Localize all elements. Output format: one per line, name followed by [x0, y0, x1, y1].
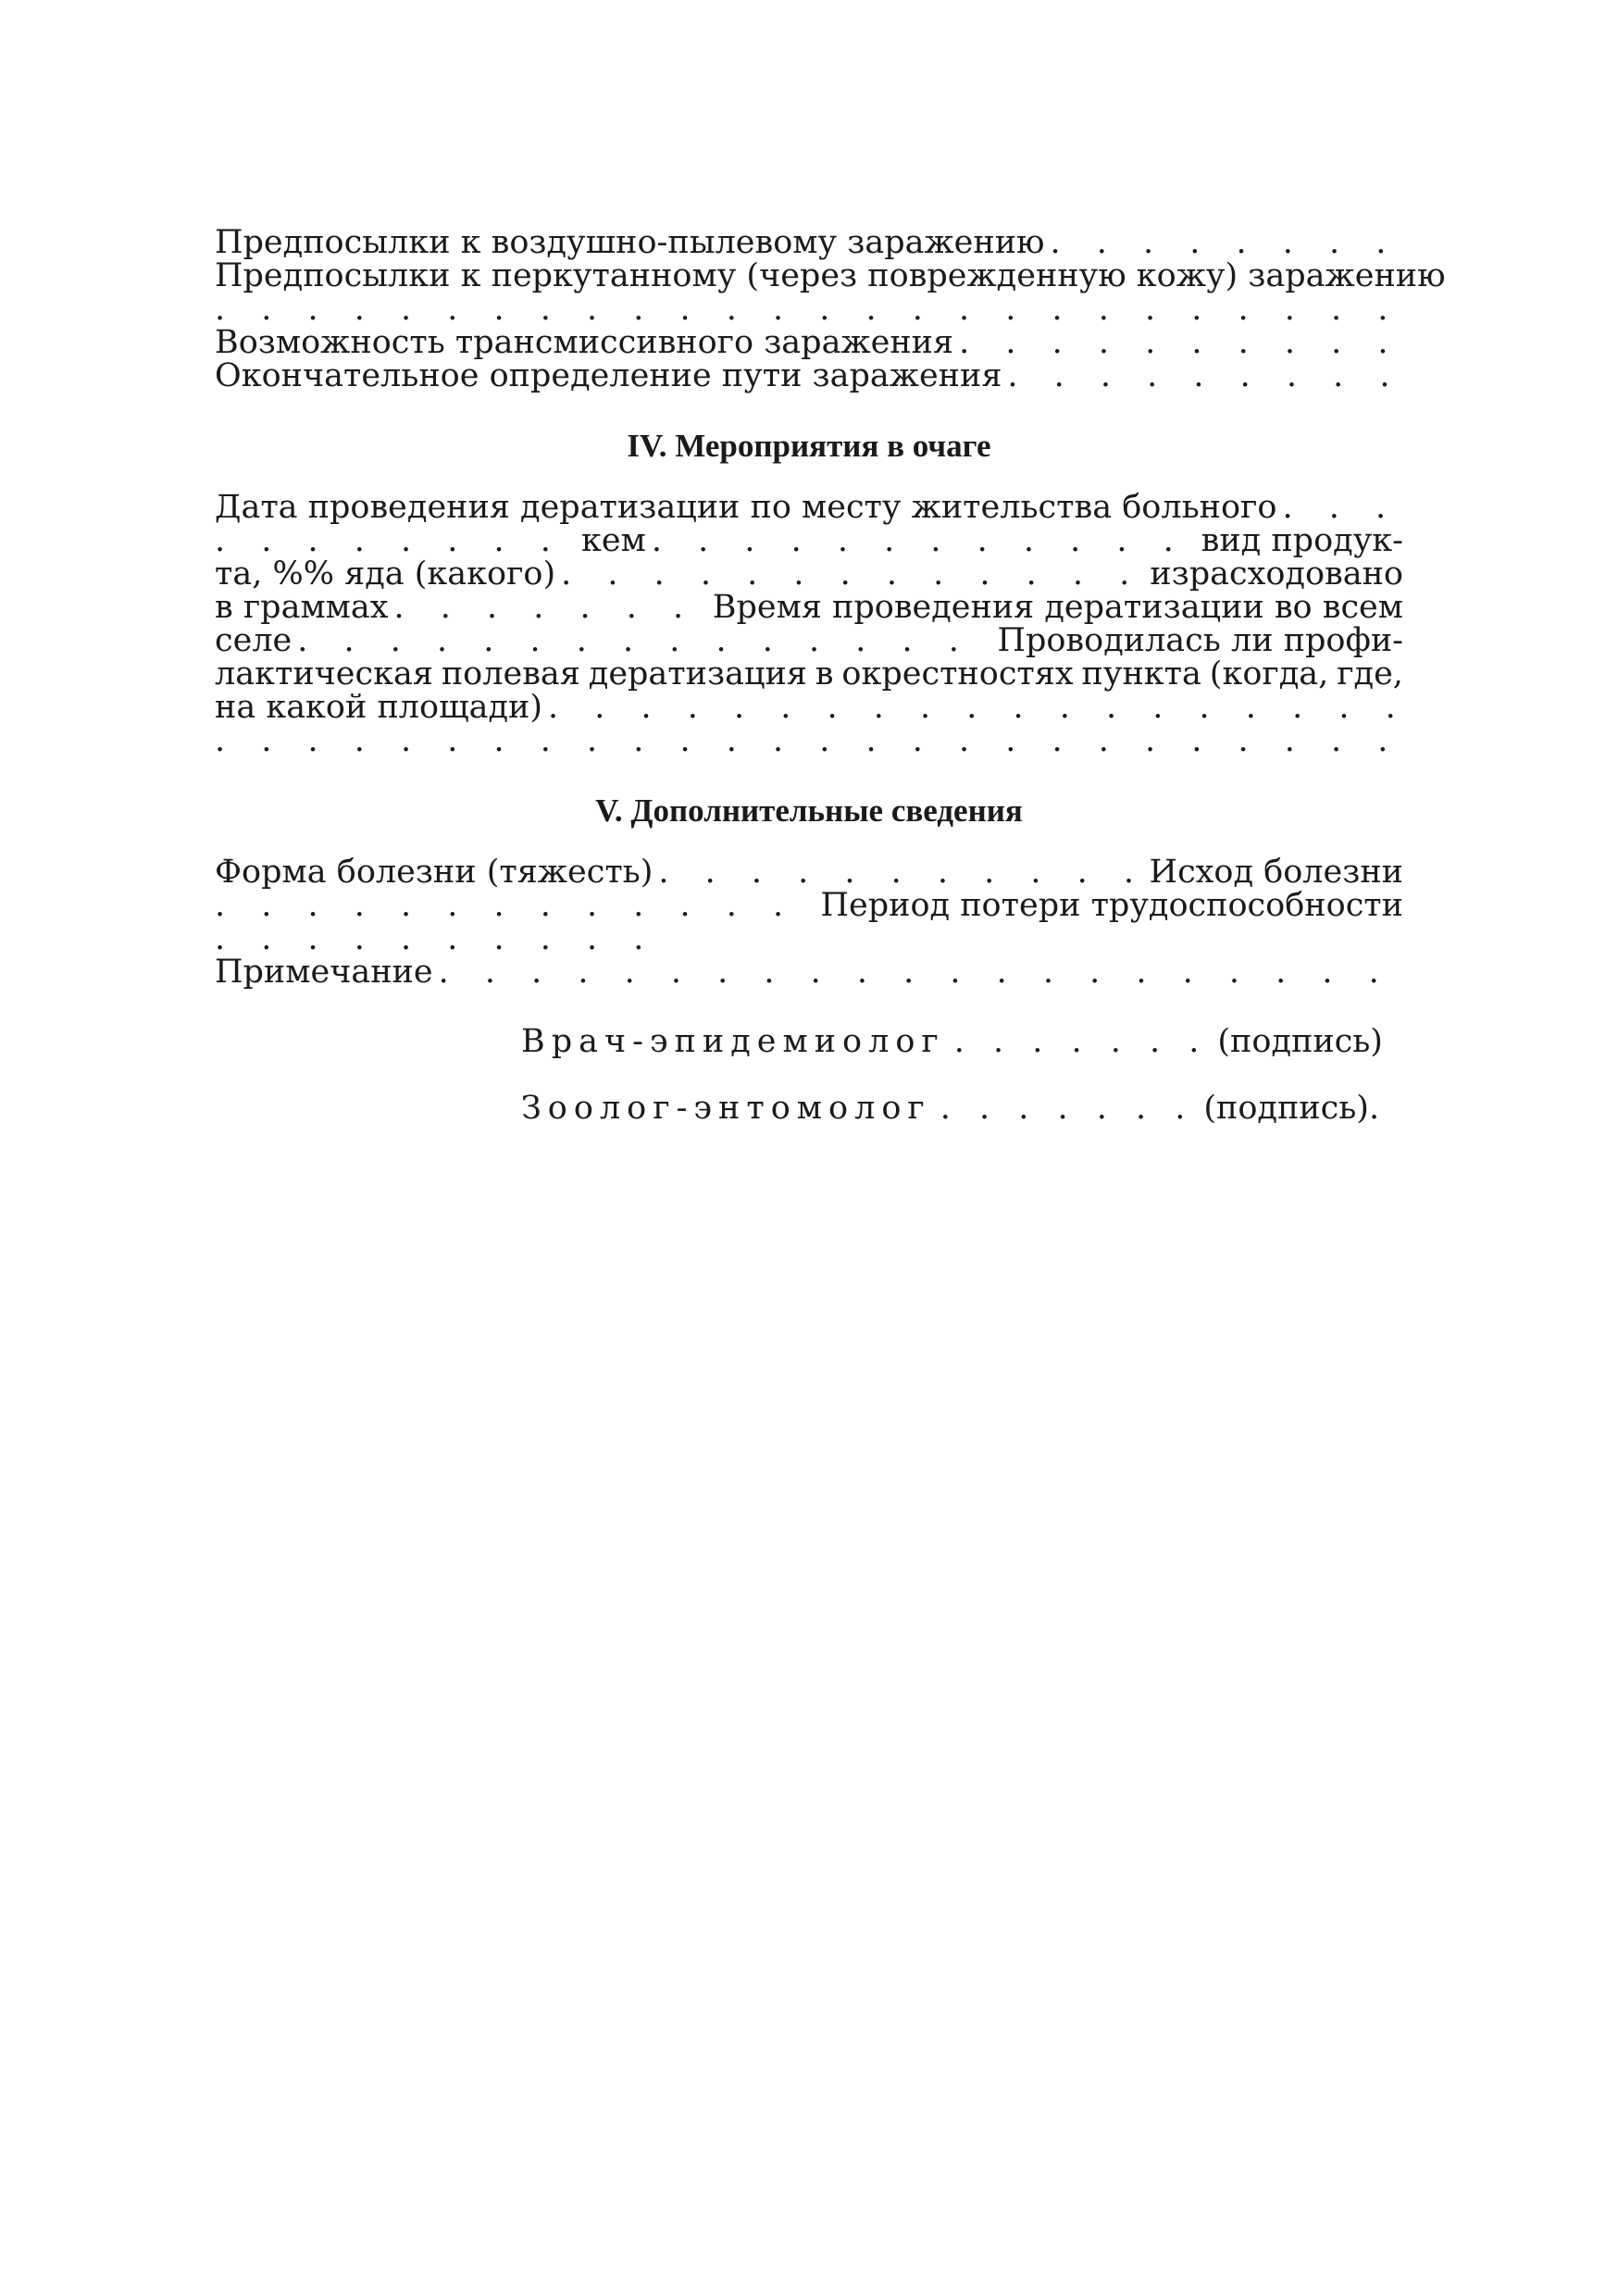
leader-dots — [215, 724, 1398, 757]
leader-dots — [215, 889, 815, 922]
zoologist-role: Зоолог-энтомолог — [521, 1090, 931, 1127]
poison-percent-label: та, %% яда (какого) — [215, 555, 556, 593]
grams-label: в граммах — [215, 589, 389, 626]
deratization-by-whom-line — [215, 524, 1403, 557]
word: пункта — [1081, 655, 1201, 693]
work-incapacity-fill-line — [215, 922, 1403, 955]
spent-label: израсходовано — [1150, 555, 1403, 593]
section-v-heading: V. Дополнительные сведения — [595, 792, 1023, 829]
transmissive-infection-line — [215, 326, 1403, 359]
zoologist-signature-line — [521, 1091, 1379, 1126]
word: в — [815, 655, 834, 693]
preventive-deratization-label: Проводилась ли профи- — [997, 622, 1403, 659]
leader-dots — [394, 591, 713, 624]
disease-form-label: Форма болезни (тяжесть) — [215, 854, 653, 891]
deratization-date-label: Дата проведения дератизации по месту жительства больного — [215, 489, 1277, 526]
village-line — [215, 624, 1403, 657]
final-infection-path-line — [215, 359, 1403, 393]
note-label: Примечание — [215, 954, 433, 991]
leader-dots — [1282, 491, 1403, 524]
leader-dots — [215, 293, 1398, 326]
section-iv-heading: IV. Мероприятия в очаге — [627, 428, 991, 464]
leader-dots — [215, 524, 576, 557]
leader-dots — [1051, 226, 1404, 259]
leader-dots — [439, 955, 1403, 989]
word: лактическая — [215, 655, 433, 693]
note-line — [215, 955, 1403, 989]
zoologist-signature-label: (подпись). — [1203, 1090, 1380, 1127]
leader-dots — [1007, 359, 1403, 393]
work-incapacity-label: Период потери трудоспособности — [820, 887, 1403, 924]
transmissive-infection-label: Возможность трансмиссивного заражения — [215, 324, 954, 361]
word: (когда, — [1209, 655, 1329, 693]
disease-outcome-label: Исход болезни — [1149, 854, 1403, 891]
leader-dots — [940, 1090, 1195, 1127]
leader-dots — [954, 1023, 1209, 1060]
leader-dots — [561, 557, 1150, 591]
word: полевая — [441, 655, 580, 693]
epidemiologist-role: Врач-эпидемиолог — [521, 1023, 945, 1060]
percutaneous-fill-line — [215, 293, 1403, 326]
by-whom-label: кем — [581, 522, 646, 559]
leader-dots — [959, 326, 1403, 359]
word: где, — [1337, 655, 1403, 693]
area-fill-line — [215, 724, 1403, 757]
word: окрестностях — [841, 655, 1074, 693]
field-deratization-line — [215, 657, 1403, 691]
village-deratization-time-label: Время проведения дератизации во всем — [712, 589, 1403, 626]
work-incapacity-line — [215, 889, 1403, 922]
leader-dots — [548, 691, 1403, 724]
airborne-dust-infection-line — [215, 226, 1403, 259]
grams-line — [215, 591, 1403, 624]
product-type-label: вид продук- — [1201, 522, 1403, 559]
final-infection-path-label: Окончательное определение пути заражения — [215, 357, 1002, 394]
epidemiologist-signature-label: (подпись) — [1217, 1023, 1383, 1060]
leader-dots — [658, 855, 1149, 889]
leader-dots — [297, 624, 997, 657]
percutaneous-infection-line — [215, 257, 1446, 294]
leader-dots — [215, 922, 659, 955]
airborne-dust-infection-label: Предпосылки к воздушно-пылевому заражению — [215, 224, 1045, 261]
poison-percent-line — [215, 557, 1403, 591]
deratization-date-line — [215, 491, 1403, 524]
village-label: селе — [215, 622, 292, 659]
area-label: на какой площади) — [215, 689, 543, 726]
word: дератизация — [588, 655, 807, 693]
disease-form-line — [215, 855, 1403, 889]
leader-dots — [652, 524, 1201, 557]
epidemiologist-signature-line — [521, 1024, 1383, 1059]
area-line — [215, 691, 1403, 724]
percutaneous-infection-label: Предпосылки к перкутанному (через поврежденную кожу) заражению — [215, 257, 1446, 294]
